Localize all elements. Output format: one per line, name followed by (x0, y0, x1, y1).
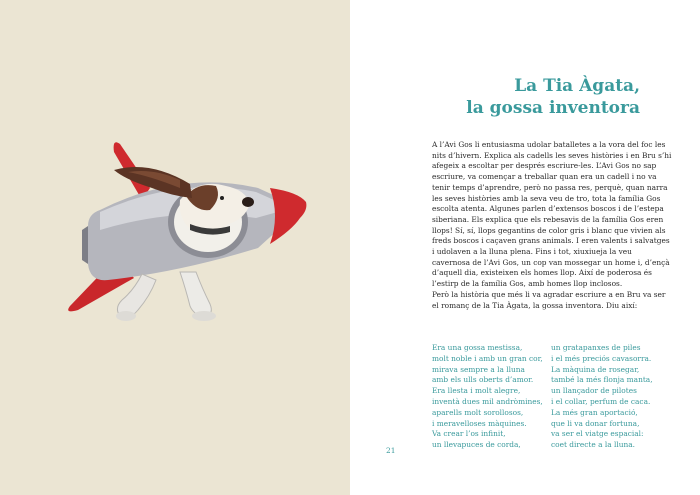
body-text (432, 140, 672, 311)
body-paragraph-2: Però la història que més li va agradar escriure a en Bru va ser el romanç de la Tia Àgata, la gossa inventora. Diu així: (432, 289, 666, 310)
poem-line: La màquina de rosegar, (551, 364, 640, 374)
poem-line: i meravelloses màquines. (432, 418, 527, 428)
body-paragraph-1: A l’Avi Gos li entusiasma udolar batalletes a la vora del foc les nits d’hivern. Explica als cadells les seves històries i en Bru s’hi afegeix a escoltar per després escriure-les. L’Avi Gos no sap escriure, va començar a treballar quan era un cadell i no va tenir temps d’aprendre, però no passa res, perquè, quan narra les seves històries amb la seva veu de tro, tota la família Gos escolta atenta. Algunes parlen d’extensos boscos i de l’estepa siberiana. Els explica que els rebesavis de la família Gos eren llops! Sí, sí, llops gegantins de color gris i blanc que vivien als freds boscos i caçaven grans animals. I eren valents i salvatges i udolaven a la lluna plena. Fins i tot, xiuxiueja la veu cavernosa de l’Avi Gos, un cop van mossegar un home i, d’ençà d’aquell dia, existeixen els homes llop. Així de poderosa és l’estirp de la família Gos, amb homes llop inclosos. (432, 140, 672, 289)
poem-column-left (432, 343, 543, 451)
page-number: 21 (386, 446, 396, 455)
chapter-title-line-2: la gossa inventora (466, 98, 640, 118)
poem-line: i el més preciós cavasorra. (551, 353, 652, 363)
poem-line: inventà dues mil andròmines, (432, 396, 543, 406)
poem-line: amb els ulls oberts d’amor. (432, 375, 534, 385)
poem-line: aparells molt sorollosos, (432, 407, 524, 417)
poem-line: Era llesta i molt alegre, (432, 386, 521, 396)
chapter-title (466, 75, 640, 119)
poem-line: un gratapanxes de piles (551, 343, 641, 352)
poem-line: que li va donar fortuna, (551, 418, 640, 428)
poem-line: Era una gossa mestissa, (432, 343, 523, 352)
poem-line: un llevapuces de corda, (432, 440, 521, 450)
chapter-title-line-1: La Tia Àgata, (514, 76, 640, 96)
dog-in-rocket-illustration (30, 140, 330, 350)
poem-line: un llançador de pilotes (551, 386, 637, 396)
poem-line: mirava sempre a la lluna (432, 364, 525, 374)
poem-line: coet directe a la lluna. (551, 440, 635, 450)
poem-line: també la més flonja manta, (551, 375, 653, 385)
poem-line: La més gran aportació, (551, 407, 638, 417)
poem-line: Va crear l’os infinit, (432, 429, 506, 439)
poem-line: molt noble i amb un gran cor, (432, 353, 543, 363)
poem-line: i el collar, perfum de caca. (551, 396, 651, 406)
poem-line: va ser el viatge espacial: (551, 429, 644, 439)
poem-column-right (551, 343, 653, 451)
